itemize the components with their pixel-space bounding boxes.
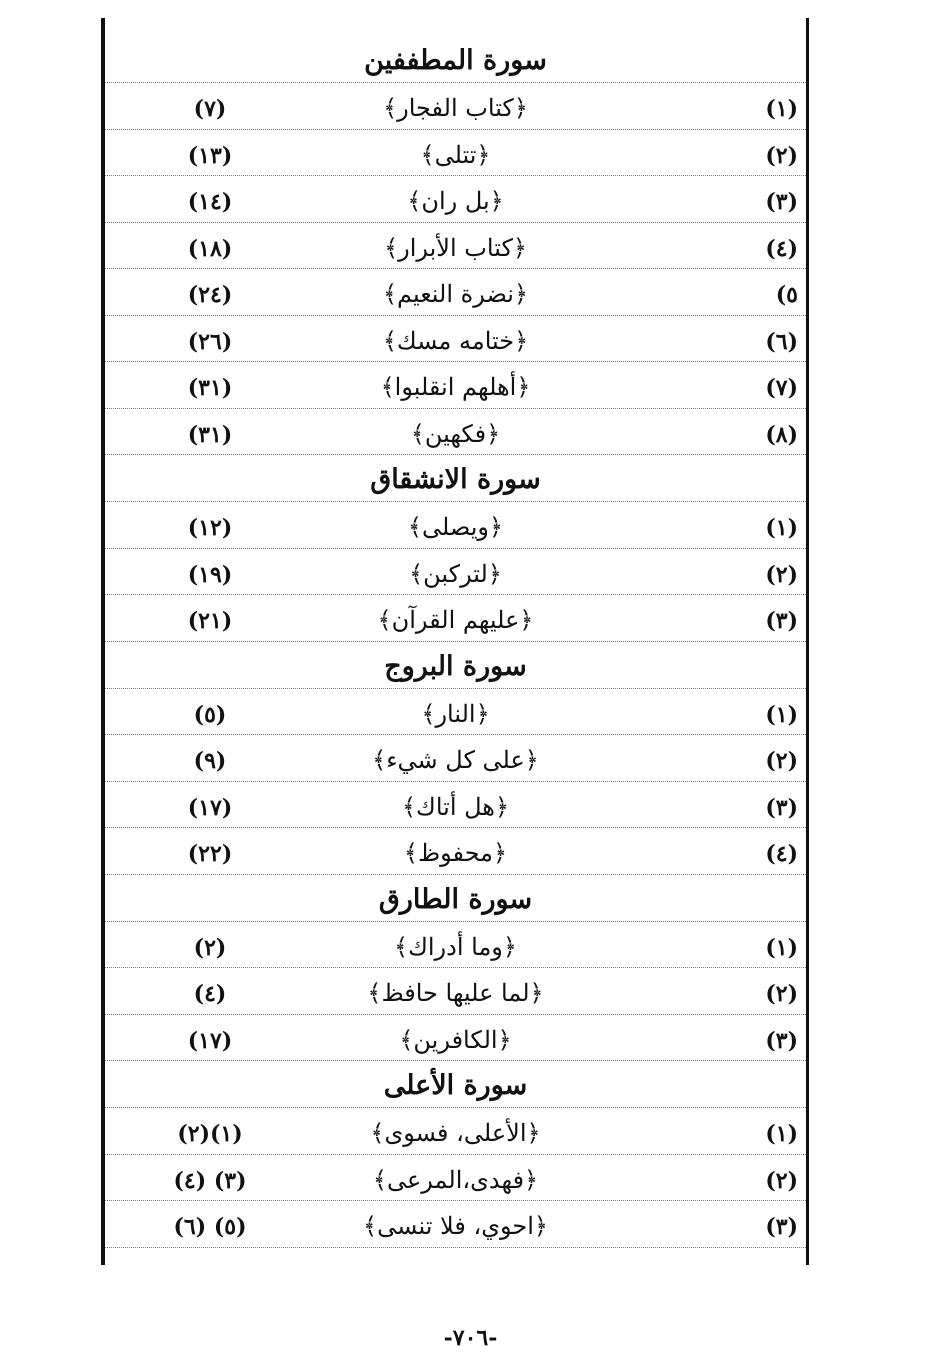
entry-number: (٣) [765,189,798,215]
verse-reference: (٧) [193,96,227,122]
quran-phrase: ﴿على كل شيء﴾ [372,746,539,774]
entry-number: (٢) [765,142,798,169]
entry-number: (٢) [765,748,798,774]
table-row [105,362,806,409]
table-row [105,595,806,642]
verse-reference: (٣١) [187,421,233,448]
table-row [105,1201,806,1248]
surah-title: سورة الانشقاق [370,464,541,495]
verse-reference: (١٨) [187,235,233,262]
entry-number: (٣) [765,794,798,821]
table-row [105,1155,806,1202]
quran-phrase: ﴿الكافرين﴾ [399,1025,512,1054]
quran-phrase: ﴿أهلهم انقلبوا﴾ [380,373,531,401]
quran-phrase: ﴿محفوظ﴾ [403,839,508,867]
table-row [105,735,806,782]
verse-reference: (١)(٢) [177,1121,243,1147]
quran-phrase: ﴿وما أدراك﴾ [394,932,517,961]
verse-reference: (١٤) [187,189,233,215]
surah-header [105,455,806,502]
table-row [105,782,806,829]
verse-reference: (٢١) [187,608,233,634]
quran-phrase: ﴿بل ران﴾ [407,187,504,215]
quran-phrase: ﴿فكهين﴾ [410,419,501,448]
table-row [105,1108,806,1155]
table-row [105,409,806,456]
quran-phrase: ﴿احوي، فلا تنسى﴾ [363,1212,548,1240]
entry-number: (١) [765,96,798,122]
quran-phrase: ﴿فهدى،المرعى﴾ [372,1165,539,1194]
entry-number: (٣) [765,1027,798,1054]
table-row [105,502,806,549]
index-table [105,36,806,1248]
table-row [105,968,806,1015]
quran-phrase: ﴿كتاب الفجار﴾ [383,94,528,122]
verse-reference: (٣١) [187,375,233,401]
table-row [105,83,806,130]
quran-phrase: ﴿لتركبن﴾ [409,559,502,588]
verse-reference: (١٢) [187,515,233,541]
verse-reference: (٢٦) [187,328,233,355]
verse-reference: (١٩) [187,561,233,588]
surah-title: سورة البروج [384,650,527,682]
quran-phrase: ﴿نضرة النعيم﴾ [382,280,529,308]
entry-number: (٦) [765,328,798,355]
surah-header [105,1061,806,1108]
entry-number: (٢) [765,561,798,588]
table-row [105,1015,806,1062]
quran-phrase: ﴿هل أتاك﴾ [401,792,510,821]
entry-number: (٢) [765,1167,798,1194]
table-frame [101,18,809,1265]
entry-number: (١) [765,1121,798,1147]
quran-phrase: ﴿ختامه مسك﴾ [382,326,529,355]
quran-phrase: ﴿تتلى﴾ [420,140,491,169]
table-row [105,176,806,223]
verse-reference: (٤) [193,981,227,1007]
quran-phrase: ﴿الأعلى، فسوى﴾ [370,1119,541,1147]
verse-reference: (٢٢) [187,841,233,867]
surah-header [105,875,806,922]
table-row [105,316,806,363]
page-number: -٧٠٦- [443,1325,498,1351]
entry-number: (١) [765,515,798,541]
verse-reference: (١٧) [187,794,233,821]
entry-number: (١) [765,934,798,961]
table-row [105,130,806,177]
entry-number: (٣) [765,1214,798,1240]
surah-header [105,642,806,689]
verse-reference: (١٧) [187,1027,233,1054]
surah-title: سورة الطارق [378,883,533,915]
table-row [105,223,806,270]
verse-reference: (٩) [193,748,227,774]
entry-number: (٧) [765,375,798,401]
table-row [105,269,806,316]
verse-reference: (٣) (٤) [173,1167,247,1194]
verse-reference: (٢٤) [187,282,233,308]
quran-phrase: ﴿النار﴾ [421,699,490,728]
entry-number: (١) [765,701,798,728]
quran-phrase: ﴿لما عليها حافظ﴾ [367,979,544,1007]
verse-reference: (٥) [193,701,227,728]
entry-number: (٤) [765,841,798,867]
table-row [105,828,806,875]
quran-phrase: ﴿كتاب الأبرار﴾ [384,233,527,262]
entry-number: (٢) [765,981,798,1007]
table-row [105,549,806,596]
verse-reference: (١٣) [187,142,233,169]
quran-phrase: ﴿عليهم القرآن﴾ [377,606,534,634]
surah-header [105,36,806,83]
quran-phrase: ﴿ويصلى﴾ [407,513,504,541]
entry-number: (٣) [765,608,798,634]
verse-reference: (٥) (٦) [173,1214,247,1240]
entry-number: (٨) [765,421,798,448]
surah-title: سورة المطففين [364,45,547,76]
table-row [105,689,806,736]
surah-title: سورة الأعلى [383,1070,528,1101]
entry-number: ٥) [775,282,798,308]
table-row [105,922,806,969]
verse-reference: (٢) [193,934,227,961]
entry-number: (٤) [765,235,798,262]
